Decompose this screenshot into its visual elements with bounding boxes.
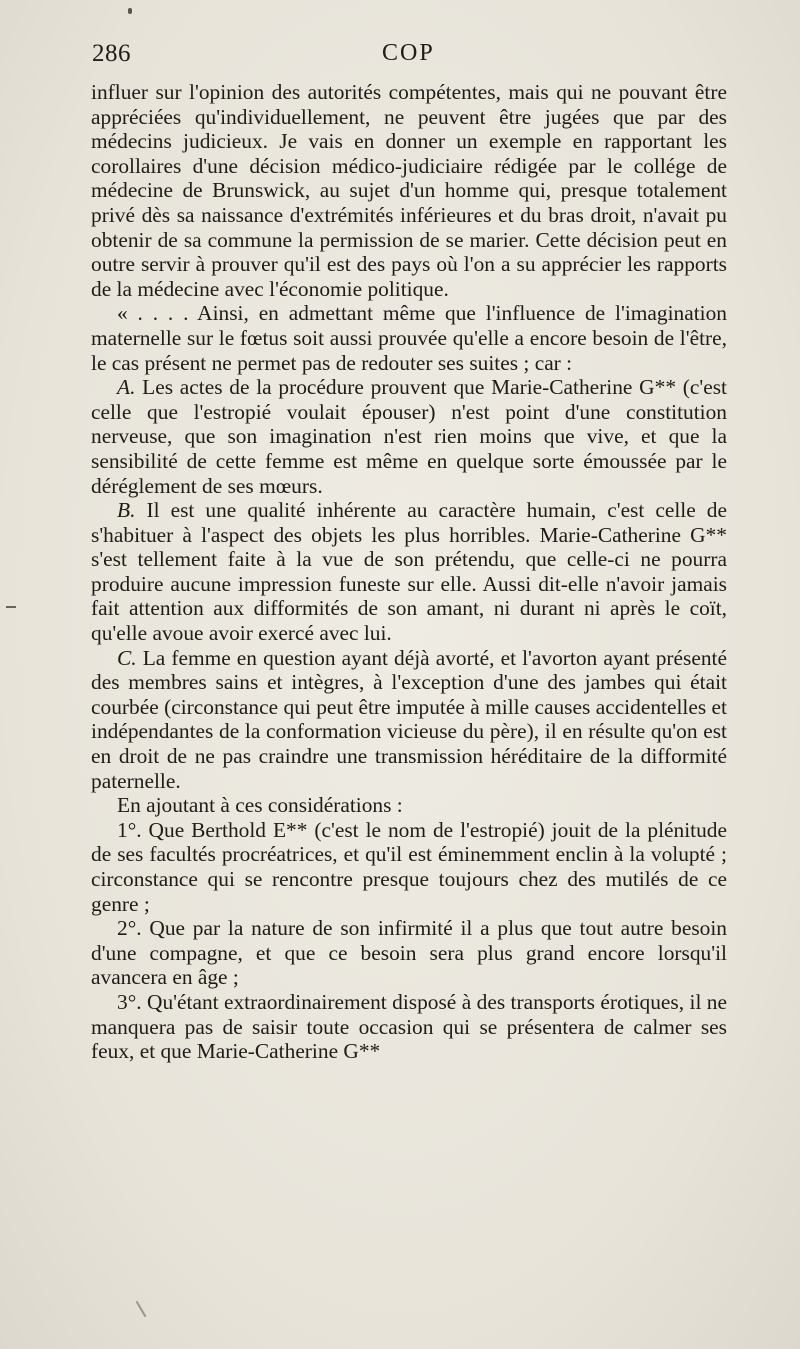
ink-speck	[128, 8, 132, 14]
point-c-text: La femme en question ayant déjà avorté, et l'avorton ayant présenté des membres sains et intègres, à l'exception d'une des jambes qui était courbée (circonstance qui peut être imputée à mille causes accidentelles et indépendantes de la conformation vicieuse du père), il en résulte qu'on est en droit de ne pas craindre une transmission héréditaire de la difformité paternelle.	[91, 645, 727, 793]
paragraph-quote-opening: « . . . . Ainsi, en admettant même que l'influence de l'imagination maternelle sur le fœtus soit aussi prouvée qu'elle a encore besoin de l'être, le cas présent ne permet pas de redouter ses suites ; car :	[91, 301, 727, 375]
point-b-letter: B.	[117, 498, 136, 523]
body-text	[91, 80, 727, 1064]
margin-dash-mark	[6, 606, 16, 608]
paragraph-point-a	[91, 375, 727, 498]
page-number: 286	[92, 40, 131, 67]
paragraph-item-2: 2°. Que par la nature de son infirmité il a plus que tout autre besoin d'une compagne, et que ce besoin sera plus grand encore lorsqu'il avancera en âge ;	[91, 916, 727, 990]
point-a-text: Les actes de la procédure prouvent que Marie-Catherine G** (c'est celle que l'estropié voulait épouser) n'est point d'une constitution nerveuse, que son imagination n'est rien moins que vive, et que la sensibilité de cette femme est même en quelque sorte émoussée par le déréglement de ses mœurs.	[91, 375, 727, 498]
paragraph-considerations: En ajoutant à ces considérations :	[117, 793, 403, 818]
paragraph-item-1: 1°. Que Berthold E** (c'est le nom de l'estropié) jouit de la plénitude de ses facultés procréatrices, et qu'il est éminemment enclin à la volupté ; circonstance qui se rencontre presque toujours chez des mutilés de ce genre ;	[91, 817, 727, 916]
point-a-letter: A.	[117, 375, 136, 400]
page-header	[92, 40, 724, 76]
point-b-text: Il est une qualité inhérente au caractère humain, c'est celle de s'habituer à l'aspect des objets les plus horribles. Marie-Catherine G** s'est tellement faite à la vue de son prétendu, que celle-ci ne pourra produire aucune impression funeste sur elle. Aussi dit-elle n'avoir jamais fait attention aux difformités de son amant, ni durant ni après le coït, qu'elle avoue avoir exercé avec lui.	[91, 498, 727, 646]
margin-pencil-mark	[136, 1301, 147, 1318]
paragraph-item-3: 3°. Qu'étant extraordinairement disposé à des transports érotiques, il ne manquera pas de saisir toute occasion qui se présentera de calmer ses feux, et que Marie-Catherine G**	[91, 989, 727, 1064]
paragraph-point-c	[91, 646, 727, 794]
paragraph-intro: influer sur l'opinion des autorités compétentes, mais qui ne pouvant être appréciées qu'individuellement, ne peuvent être jugées que par des médecins judicieux. Je vais en donner un exemple en rapportant les corollaires d'une décision médico-judiciaire rédigée par le collége de médecine de Brunswick, au sujet d'un homme qui, presque totalement privé dès sa naissance d'extrémités inférieures et du bras droit, n'avait pu obtenir de sa commune la permission de se marier. Cette décision peut en outre servir à prouver qu'il est des pays où l'on a su apprécier les rapports de la médecine avec l'économie politique.	[91, 80, 727, 301]
paragraph-point-b	[91, 498, 727, 646]
point-c-letter: C.	[117, 645, 137, 670]
running-head: COP	[382, 40, 435, 66]
